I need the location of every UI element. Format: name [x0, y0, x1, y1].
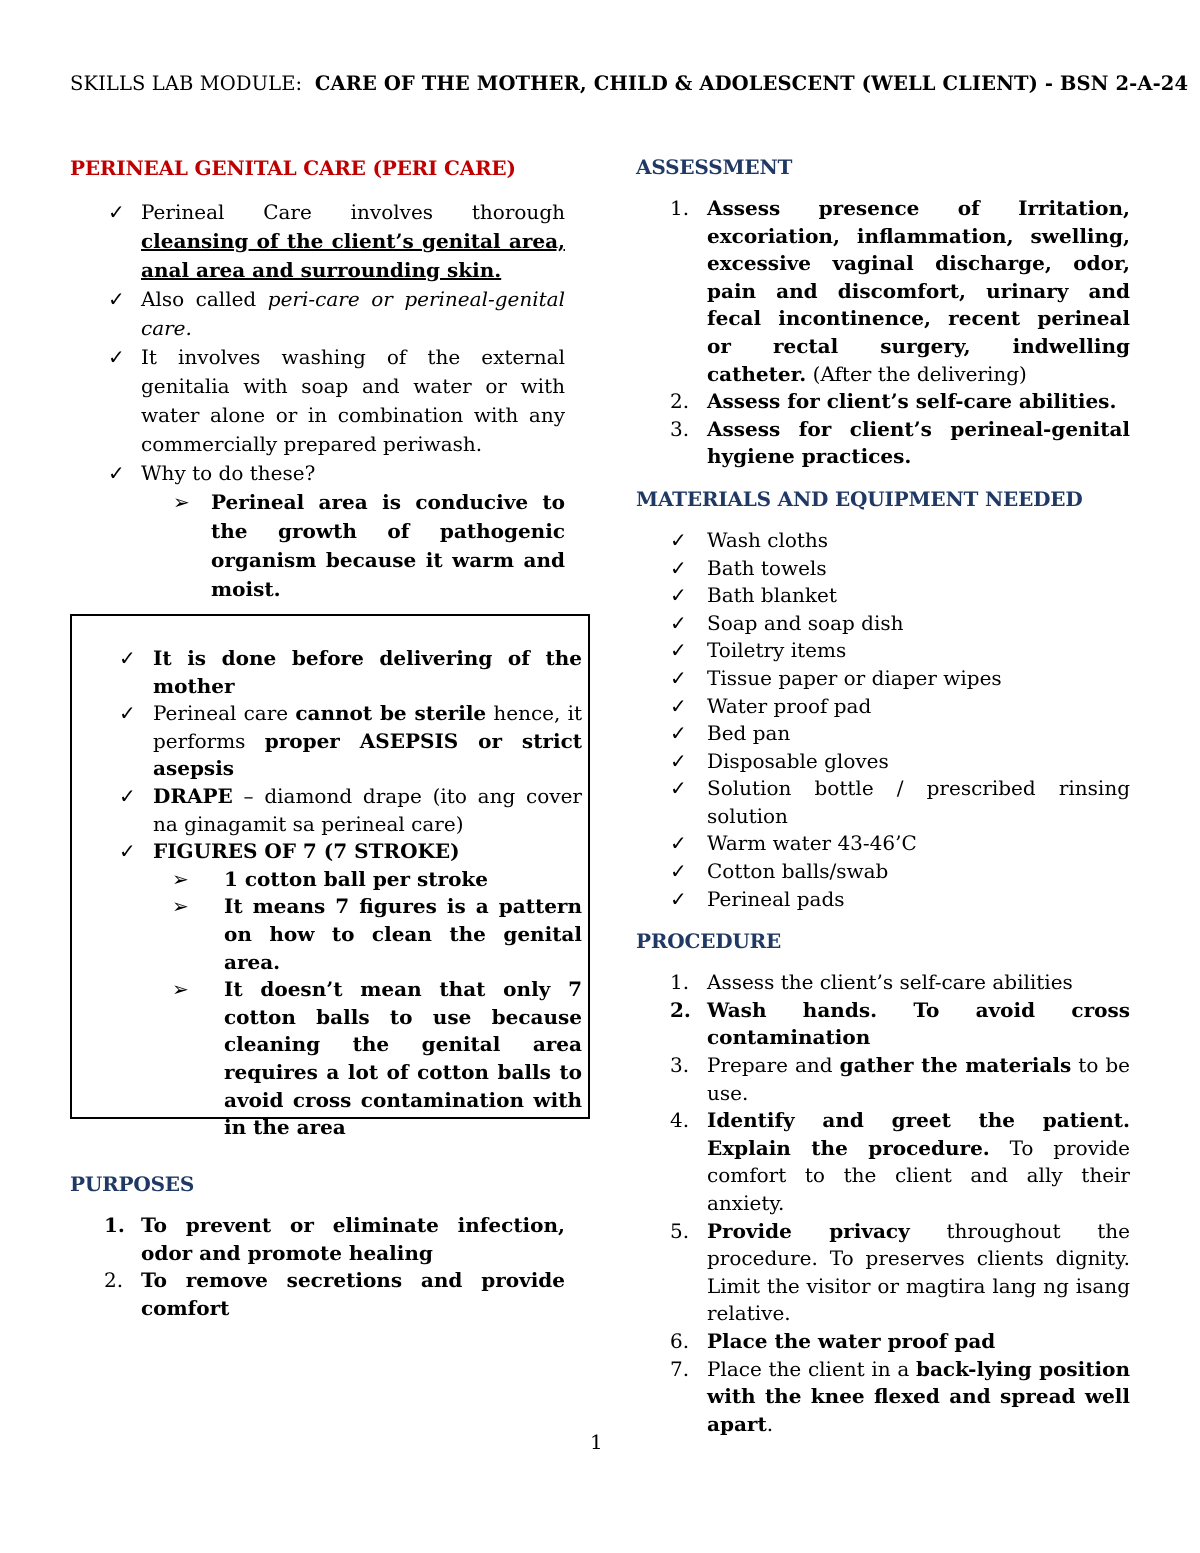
procedure-step-4-text-a: Identify and greet the patient. Explain the procedure.	[707, 1108, 1130, 1160]
assessment-item-2-text: Assess for client’s self-care abilities.	[707, 389, 1117, 414]
peri-bullet-4-text: Why to do these?	[141, 461, 316, 485]
procedure-step-7-text-c: .	[766, 1411, 774, 1436]
arrow-bullet-icon: ➢	[173, 490, 190, 514]
box-sub-3	[72, 976, 582, 1142]
procedure-step-number: 3.	[670, 1053, 690, 1078]
procedure-step-4-text-b: To provide comfort to the client and ally their anxiety.	[707, 1135, 1131, 1215]
procedure-step-3-text-c: to be use.	[707, 1053, 1130, 1105]
check-icon: ✓	[119, 701, 136, 726]
assessment-item-number: 1.	[670, 196, 690, 220]
procedure-step-2	[636, 997, 1130, 1052]
purpose-item	[70, 1212, 565, 1267]
assessment-item-3	[636, 416, 1130, 471]
peri-bullet-2-italic: peri-care or perineal-genital care.	[141, 287, 565, 340]
material-item-text: Water proof pad	[707, 693, 872, 718]
procedure-step-5-text-b: throughout the procedure. To preserves clients dignity. Limit the visitor or magtira lang ng isang relative.	[707, 1218, 1130, 1326]
check-icon: ✓	[670, 831, 687, 856]
procedure-step-7	[636, 1356, 1130, 1439]
material-item-text: Wash cloths	[707, 527, 829, 552]
box-sub-3-text: It doesn’t mean that only 7 cotton balls to use because cleaning the genital area requires a lot of cotton balls to avoid cross contamination with in the area	[224, 977, 582, 1140]
left-column	[70, 154, 565, 604]
procedure-step-6-text: Place the water proof pad	[707, 1328, 996, 1353]
material-item-text: Bath towels	[707, 555, 827, 580]
material-item	[636, 555, 1130, 583]
material-item	[636, 665, 1130, 693]
purpose-item-number: 1.	[104, 1213, 125, 1237]
arrow-bullet-icon: ➢	[172, 977, 189, 1002]
procedure-step-5-text-a: Provide privacy	[707, 1218, 910, 1243]
procedure-step-1-text: Assess the client’s self-care abilities	[707, 970, 1073, 995]
procedure-step-3-text-b: gather the materials	[839, 1053, 1072, 1078]
box-item-2-text-d: proper ASEPSIS or strict asepsis	[153, 728, 582, 781]
procedure-step-7-text-a: Place the client in a	[707, 1356, 916, 1381]
peri-bullet-1-text: Perineal Care involves thorough	[141, 200, 565, 224]
assessment-item-1-note: (After the delivering)	[806, 361, 1027, 386]
notes-box	[70, 614, 590, 1140]
material-item-text: Warm water 43-46’C	[707, 831, 917, 856]
purpose-item-number: 2.	[104, 1268, 124, 1293]
assessment-item-1	[636, 195, 1130, 388]
check-icon: ✓	[670, 693, 687, 718]
procedure-step-6	[636, 1328, 1130, 1356]
material-item-text: Bed pan	[707, 721, 791, 746]
material-item	[636, 858, 1130, 886]
check-icon: ✓	[670, 527, 687, 552]
procedure-step-number: 2.	[670, 997, 691, 1022]
peri-bullet-1-emphasis: cleansing of the client’s genital area, anal area and surrounding skin.	[141, 229, 565, 282]
box-item-2-text-a: Perineal care	[153, 701, 296, 726]
check-icon: ✓	[108, 200, 125, 224]
material-item	[636, 582, 1130, 610]
material-item-text: Bath blanket	[707, 583, 837, 608]
material-item	[636, 720, 1130, 748]
check-icon: ✓	[670, 721, 687, 746]
box-item-2-text-b: cannot be sterile	[295, 701, 487, 726]
peri-sub-bullet-text: Perineal area is conducive to the growth of pathogenic organism because it warm and moist.	[211, 490, 565, 601]
material-item-text: Solution bottle / prescribed rinsing solution	[707, 776, 1130, 828]
assessment-heading: ASSESSMENT	[636, 155, 793, 179]
procedure-step-5	[636, 1218, 1130, 1328]
material-item-text: Disposable gloves	[707, 748, 889, 773]
material-item	[636, 830, 1130, 858]
peri-bullet-2-text: Also called	[141, 287, 268, 311]
box-sub-1-text: 1 cotton ball per stroke	[224, 866, 488, 891]
peri-bullet-2	[70, 285, 565, 343]
peri-bullet-3	[70, 343, 565, 459]
peri-bullet-4	[70, 459, 565, 488]
material-item	[636, 527, 1130, 555]
materials-heading: MATERIALS AND EQUIPMENT NEEDED	[636, 486, 1083, 511]
box-item-1-text: It is done before delivering of the mother	[153, 646, 582, 698]
material-item-text: Cotton balls/swab	[707, 859, 889, 884]
material-item	[636, 693, 1130, 721]
check-icon: ✓	[119, 646, 136, 670]
procedure-step-7-text-b: back-lying position with the knee flexed and spread well apart	[707, 1356, 1130, 1436]
procedure-step-number: 7.	[670, 1356, 690, 1381]
purpose-item	[70, 1267, 565, 1322]
box-item-3-text: – diamond drape (ito ang cover na ginagamit sa perineal care)	[153, 783, 582, 836]
material-item	[636, 748, 1130, 776]
material-item	[636, 775, 1130, 830]
page-header	[70, 72, 1189, 95]
arrow-bullet-icon: ➢	[172, 894, 189, 919]
procedure-step-2-text: Wash hands. To avoid cross contamination	[707, 997, 1130, 1050]
check-icon: ✓	[670, 610, 687, 635]
procedure-step-3	[636, 1052, 1130, 1107]
check-icon: ✓	[670, 886, 687, 911]
procedure-step-4	[636, 1107, 1130, 1217]
box-sub-2-text: It means 7 figures is a pattern on how to clean the genital area.	[224, 894, 582, 974]
right-column	[636, 153, 1130, 1438]
procedure-step-number: 6.	[670, 1328, 690, 1353]
header-prefix: SKILLS LAB MODULE:	[70, 72, 303, 95]
check-icon: ✓	[108, 461, 125, 485]
check-icon: ✓	[119, 839, 136, 864]
check-icon: ✓	[108, 287, 125, 311]
purposes-heading: PURPOSES	[70, 1172, 195, 1196]
check-icon: ✓	[670, 859, 687, 884]
box-sub-1	[72, 866, 582, 894]
box-item-3	[72, 783, 582, 838]
assessment-item-number: 2.	[670, 389, 690, 414]
peri-sub-bullet	[70, 488, 565, 604]
assessment-item-1-text: Assess presence of Irritation, excoriation, inflammation, swelling, excessive vaginal discharge, odor, pain and discomfort, urinary and fecal incontinence, recent perineal or rectal surgery, indwelling catheter.	[707, 196, 1130, 386]
box-item-1	[72, 645, 582, 700]
check-icon: ✓	[670, 776, 687, 801]
check-icon: ✓	[108, 345, 125, 369]
material-item-text: Tissue paper or diaper wipes	[707, 665, 1002, 690]
purpose-item-text: To remove secretions and provide comfort	[141, 1268, 565, 1320]
page-number: 1	[590, 1430, 603, 1454]
assessment-item-number: 3.	[670, 416, 690, 441]
materials-list	[636, 527, 1130, 913]
purposes-section	[70, 1170, 565, 1322]
box-item-4-text: FIGURES OF 7 (7 STROKE)	[153, 839, 460, 864]
check-icon: ✓	[670, 665, 687, 690]
box-item-3-term: DRAPE	[153, 783, 233, 808]
material-item-text: Toiletry items	[707, 638, 847, 663]
procedure-step-1	[636, 969, 1130, 997]
material-item	[636, 637, 1130, 665]
box-item-2-text-c: hence, it performs	[153, 701, 582, 753]
check-icon: ✓	[670, 638, 687, 663]
check-icon: ✓	[119, 783, 136, 808]
material-item	[636, 610, 1130, 638]
material-item-text: Perineal pads	[707, 886, 845, 911]
material-item-text: Soap and soap dish	[707, 610, 904, 635]
procedure-step-number: 5.	[670, 1218, 690, 1243]
box-item-2	[72, 700, 582, 783]
check-icon: ✓	[670, 748, 687, 773]
peri-care-heading: PERINEAL GENITAL CARE (PERI CARE)	[70, 156, 516, 180]
check-icon: ✓	[670, 583, 687, 608]
check-icon: ✓	[670, 555, 687, 580]
peri-bullet-1	[70, 198, 565, 285]
peri-bullet-3-text: It involves washing of the external genitalia with soap and water or with water alone or in combination with any commercially prepared periwash.	[141, 345, 565, 456]
assessment-item-2	[636, 388, 1130, 416]
header-title: CARE OF THE MOTHER, CHILD & ADOLESCENT (WELL CLIENT) - BSN 2-A-24	[314, 72, 1189, 95]
material-item	[636, 886, 1130, 914]
procedure-heading: PROCEDURE	[636, 929, 782, 954]
assessment-item-3-text: Assess for client’s perineal-genital hygiene practices.	[707, 416, 1130, 469]
procedure-step-number: 1.	[670, 970, 690, 995]
procedure-step-number: 4.	[670, 1108, 690, 1133]
box-item-4	[72, 838, 582, 866]
procedure-step-3-text-a: Prepare and	[707, 1053, 840, 1078]
purpose-item-text: To prevent or eliminate infection, odor and promote healing	[141, 1213, 565, 1265]
box-sub-2	[72, 893, 582, 976]
arrow-bullet-icon: ➢	[172, 866, 189, 891]
